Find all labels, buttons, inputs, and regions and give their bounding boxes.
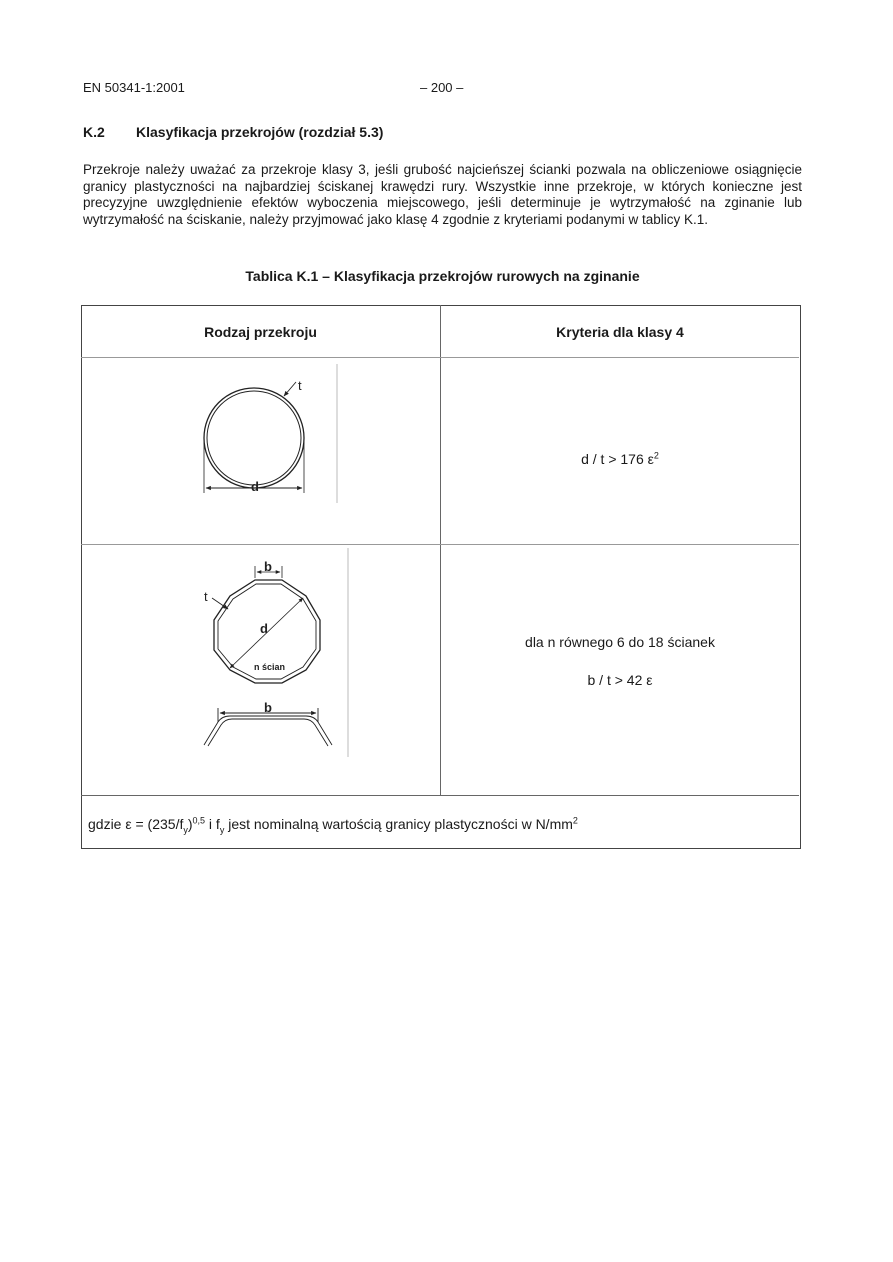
label-d-circle: d: [251, 479, 259, 494]
label-t-polygon: t: [204, 589, 208, 604]
label-b-polygon: b: [264, 559, 272, 574]
page-number: – 200 –: [420, 80, 464, 95]
criterion-circular: d / t > 176 $\varepsilon^2$: [581, 450, 659, 467]
label-n-walls: n ścian: [254, 662, 286, 672]
section-title: Klasyfikacja przekrojów (rozdział 5.3): [136, 124, 384, 140]
label-b-wall: b: [264, 700, 272, 715]
body-paragraph: Przekroje należy uważać za przekroje klasy 3, jeśli grubość najcieńszej ścianki pozwala na obliczeniowe osiągnięcie granicy plastyczności na najbardziej ściskanej krawędzi rury. Wszystkie inne przekroje, w których konieczne jest precyzyjne uwzględnienie efektów wyboczenia miejscowego, jeśli determinuje je wytrzymałość na zginanie lub wytrzymałość na ściskanie, należy przyjmować jako klasę 4 zgodnie z kryteriami podanymi w tablicy K.1.: [83, 162, 802, 227]
table-footnote: gdzie $\varepsilon = (235/f_y)^{0,5}$ i $f_y$ jest nominalną wartością granicy plastyczności w $N/mm^2$: [88, 815, 578, 835]
standard-id: EN 50341-1:2001: [83, 80, 185, 95]
circular-tube-diagram: [204, 364, 337, 503]
column-header-section-type: Rodzaj przekroju: [204, 324, 317, 340]
section-number: K.2: [83, 124, 105, 140]
criterion-polygon: b / t > 42 ε: [587, 672, 653, 688]
criterion-polygon-condition: dla n równego 6 do 18 ścianek: [525, 634, 715, 650]
column-header-criteria: Kryteria dla klasy 4: [556, 324, 684, 340]
table-title: Tablica K.1 – Klasyfikacja przekrojów rurowych na zginanie: [245, 268, 640, 284]
label-t-circle: t: [298, 378, 302, 393]
polygonal-tube-diagram: [212, 548, 348, 757]
label-d-polygon: d: [260, 621, 268, 636]
